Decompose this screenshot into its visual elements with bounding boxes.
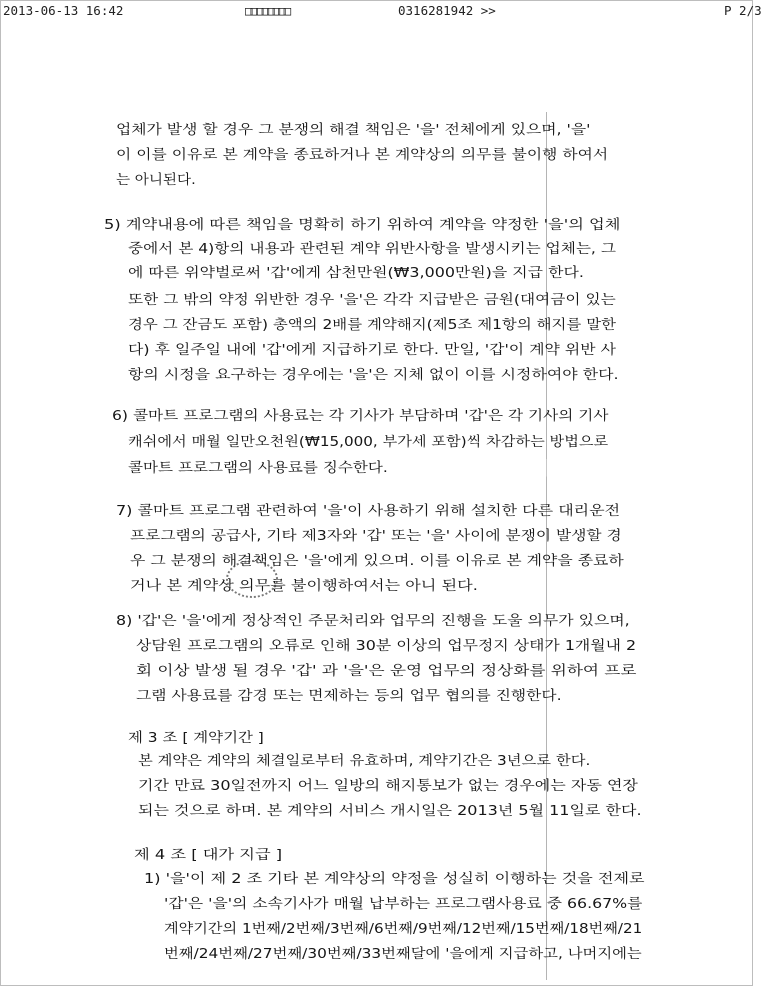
text-line: 또한 그 밖의 약정 위반한 경우 '을'은 각각 지급받은 금원(대여금이 있는 [128, 292, 616, 308]
text-line: 다) 후 일주일 내에 '갑'에게 지급하기로 한다. 만일, '갑'이 계약 위반 사 [128, 342, 616, 358]
fax-sender: □□□□□□□□ [245, 3, 290, 18]
fax-header [0, 0, 762, 20]
text-line: 8) '갑'은 '을'에게 정상적인 주문처리와 업무의 진행을 도울 의무가 있으며, [116, 613, 630, 629]
fax-page-number: P 2/3 [724, 3, 762, 18]
text-line: 프로그램의 공급사, 기타 제3자와 '갑' 또는 '을' 사이에 분쟁이 발생할 경 [130, 528, 622, 544]
text-line: 에 따른 위약벌로써 '갑'에게 삼천만원(₩3,000만원)을 지급 한다. [128, 265, 584, 281]
text-line: 거나 본 계약상 의무를 불이행하여서는 아니 된다. [130, 578, 478, 594]
text-line: 회 이상 발생 될 경우 '갑' 과 '을'은 운영 업무의 정상화를 위하여 프로 [136, 663, 637, 679]
text-line: 번째/24번째/27번째/30번째/33번째달에 '을에게 지급하고, 나머지에는 [164, 946, 642, 962]
text-line: 상담원 프로그램의 오류로 인해 30분 이상의 업무정지 상태가 1개월내 2 [136, 638, 637, 654]
seal-stamp [226, 560, 278, 598]
text-line: 1) '을'이 제 2 조 기타 본 계약상의 약정을 성실히 이행하는 것을 전제로 [144, 871, 645, 887]
text-line: 되는 것으로 하며. 본 계약의 서비스 개시일은 2013년 5월 11일로 한다. [138, 803, 642, 819]
article-heading: 제 4 조 [ 대가 지급 ] [134, 847, 283, 863]
text-line: 기간 만료 30일전까지 어느 일방의 해지통보가 없는 경우에는 자동 연장 [138, 778, 638, 794]
article-heading: 제 3 조 [ 계약기간 ] [128, 730, 264, 746]
text-line: 캐쉬에서 매월 일만오천원(₩15,000, 부가세 포함)씩 차감하는 방법으로 [128, 434, 609, 450]
text-line: 7) 콜마트 프로그램 관련하여 '을'이 사용하기 위해 설치한 다른 대리운전 [116, 503, 621, 519]
text-line: 는 아니된다. [116, 172, 196, 188]
text-line: 본 계약은 계약의 체결일로부터 유효하며, 계약기간은 3년으로 한다. [138, 753, 591, 769]
text-line: 경우 그 잔금도 포함) 총액의 2배를 계약해지(제5조 제1항의 해지를 말한 [128, 317, 617, 333]
text-line: '갑'은 '을'의 소속기사가 매월 납부하는 프로그램사용료 중 66.67%를 [164, 896, 643, 912]
text-line: 중에서 본 4)항의 내용과 관련된 계약 위반사항을 발생시키는 업체는, 그 [128, 241, 616, 257]
text-line: 계약기간의 1번째/2번째/3번째/6번째/9번째/12번째/15번째/18번째/21 [164, 921, 643, 937]
fax-number: 0316281942 >> [398, 3, 496, 18]
text-line: 그램 사용료를 감경 또는 면제하는 등의 업무 협의를 진행한다. [136, 688, 562, 704]
text-line: 우 그 분쟁의 해결책임은 '을'에게 있으며. 이를 이유로 본 계약을 종료하 [130, 553, 624, 569]
text-line: 항의 시정을 요구하는 경우에는 '을'은 지체 없이 이를 시정하여야 한다. [128, 367, 619, 383]
text-line: 업체가 발생 할 경우 그 분쟁의 해결 책임은 '을' 전체에게 있으며, '을' [116, 122, 591, 138]
text-line: 5) 계약내용에 따른 책임을 명확히 하기 위하여 계약을 약정한 '을'의 업체 [104, 217, 621, 233]
text-line: 콜마트 프로그램의 사용료를 징수한다. [128, 460, 388, 476]
text-line: 6) 콜마트 프로그램의 사용료는 각 기사가 부담하며 '갑'은 각 기사의 기사 [112, 408, 609, 424]
text-line: 이 이를 이유로 본 계약을 종료하거나 본 계약상의 의무를 불이행 하여서 [116, 147, 609, 163]
fax-datetime: 2013-06-13 16:42 [3, 3, 124, 18]
